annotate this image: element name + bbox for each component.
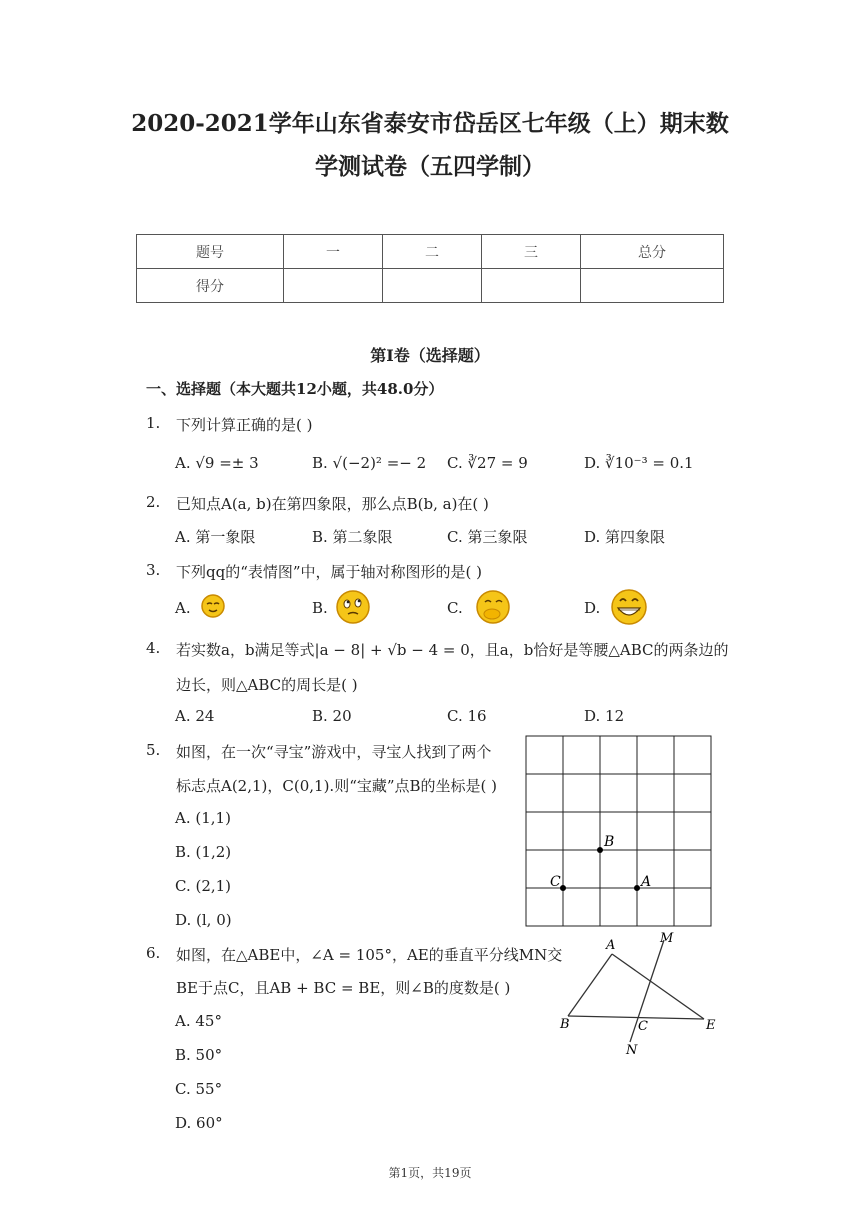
- option-b: B. (1,2): [175, 843, 232, 861]
- option-d: D. ∛10⁻³ = 0.1: [584, 454, 694, 472]
- label-c: C: [638, 1019, 648, 1034]
- question-text: 已知点A(a, b)在第四象限，那么点B(b, a)在( ): [176, 495, 489, 513]
- option-c: C. 第三象限: [447, 528, 528, 546]
- question-text-cont: BE于点C，且AB + BC = BE，则∠B的度数是( ): [176, 979, 511, 997]
- option-b: B. 20: [312, 707, 352, 725]
- option-c: C.: [447, 599, 463, 617]
- question-text: 如图，在△ABE中，∠A = 105°，AE的垂直平分线MN交: [176, 946, 563, 964]
- option-a: A. (1,1): [175, 809, 231, 827]
- header-cell: 总分: [581, 235, 724, 269]
- treasure-grid-figure: [524, 734, 714, 928]
- label-n: N: [626, 1043, 638, 1058]
- question-number: 6.: [146, 944, 161, 962]
- score-table-score-row: [137, 269, 724, 303]
- score-table-header-row: [137, 235, 724, 269]
- question-number: 2.: [146, 493, 161, 511]
- option-b: B. 50°: [175, 1046, 223, 1064]
- option-c: C. 55°: [175, 1080, 223, 1098]
- triangle-figure: [556, 930, 726, 1060]
- option-d: D. 第四象限: [584, 528, 666, 546]
- label-m: M: [660, 931, 674, 946]
- label-c: C: [550, 874, 561, 890]
- question-text: 如图，在一次“寻宝”游戏中，寻宝人找到了两个: [176, 743, 492, 761]
- header-cell: 一: [284, 235, 383, 269]
- section-title: 第I卷（选择题）: [370, 346, 490, 365]
- document-title-line1: 2020-2021学年山东省泰安市岱岳区七年级（上）期末数: [131, 110, 729, 137]
- option-b: B. 第二象限: [312, 528, 393, 546]
- label-a: A: [606, 938, 616, 953]
- score-table: [136, 234, 724, 303]
- label-a: A: [641, 874, 652, 890]
- header-cell: 题号: [137, 235, 284, 269]
- question-text: 若实数a，b满足等式|a − 8| + √b − 4 = 0，且a，b恰好是等腰△ABC的两条边的: [176, 641, 729, 659]
- emoji-shh-icon: [473, 588, 513, 626]
- emoji-sleepy-icon: [200, 593, 226, 619]
- emoji-thinking-icon: [334, 589, 372, 625]
- point-a: [634, 885, 640, 891]
- emoji-grin-icon: [608, 587, 650, 627]
- score-cell[interactable]: [581, 269, 724, 303]
- question-text: 下列qq的“表情图”中，属于轴对称图形的是( ): [176, 563, 483, 581]
- question-text-cont: 边长，则△ABC的周长是( ): [176, 676, 358, 694]
- question-number: 5.: [146, 741, 161, 759]
- option-a: A.: [175, 599, 191, 617]
- row-label-cell: 得分: [137, 269, 284, 303]
- question-number: 4.: [146, 639, 161, 657]
- point-c: [560, 885, 566, 891]
- option-d: D. 12: [584, 707, 625, 725]
- option-d: D. (l, 0): [175, 911, 232, 929]
- option-d: D.: [584, 599, 601, 617]
- label-b: B: [604, 834, 615, 850]
- header-cell: 三: [482, 235, 581, 269]
- question-text-cont: 标志点A(2,1)，C(0,1).则“宝藏”点B的坐标是( ): [176, 777, 498, 795]
- document-title-line2: 学测试卷（五四学制）: [315, 153, 545, 180]
- question-number: 3.: [146, 561, 161, 579]
- point-b: [597, 847, 603, 853]
- option-a: A. 45°: [175, 1012, 222, 1030]
- option-a: A. 第一象限: [175, 528, 256, 546]
- question-text: 下列计算正确的是( ): [176, 416, 313, 434]
- option-a: A. 24: [175, 707, 215, 725]
- page-footer: 第1页，共19页: [388, 1166, 472, 1180]
- option-b: B. √(−2)² =− 2: [312, 454, 427, 472]
- score-cell[interactable]: [482, 269, 581, 303]
- option-a: A. √9 =± 3: [175, 454, 259, 472]
- score-cell[interactable]: [284, 269, 383, 303]
- option-c: C. ∛27 = 9: [447, 454, 528, 472]
- question-number: 1.: [146, 414, 161, 432]
- score-cell[interactable]: [383, 269, 482, 303]
- label-b: B: [560, 1017, 570, 1032]
- option-b: B.: [312, 599, 328, 617]
- header-cell: 二: [383, 235, 482, 269]
- option-d: D. 60°: [175, 1114, 223, 1132]
- label-e: E: [706, 1018, 716, 1033]
- option-c: C. 16: [447, 707, 487, 725]
- option-c: C. (2,1): [175, 877, 232, 895]
- part-title: 一、选择题（本大题共12小题，共48.0分）: [146, 380, 444, 398]
